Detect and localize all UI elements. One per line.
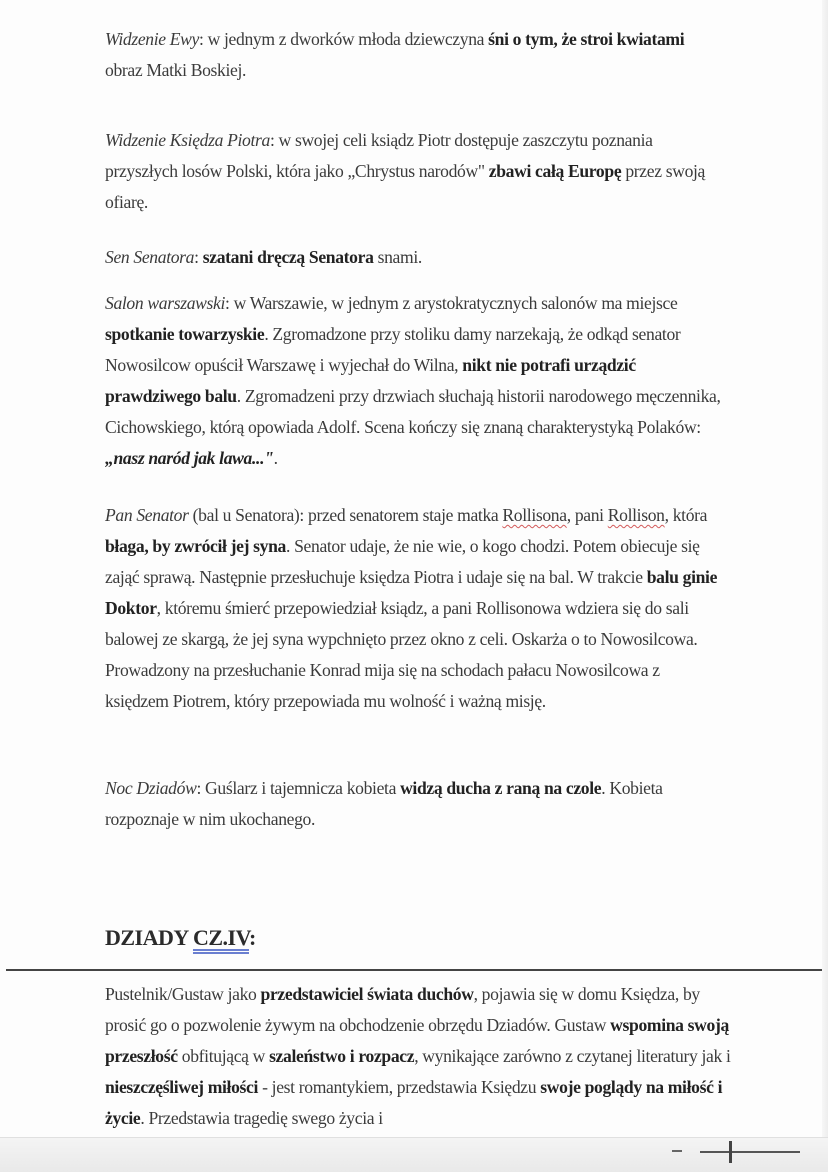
heading-underlined-text: CZ.IV — [192, 925, 249, 950]
bold-text: szatani dręczą Senatora — [202, 247, 374, 267]
spellcheck-underlined-word: Rollison — [607, 505, 665, 525]
section-title: Noc Dziadów — [105, 778, 197, 798]
section-title: Pan Senator — [105, 505, 189, 525]
spellcheck-underlined-word: Rollisona — [502, 505, 567, 525]
text: , pani — [566, 505, 608, 525]
text: , wynikające zarówno z czytanej literatury jak i — [414, 1046, 731, 1066]
bold-text: szaleństwo i rozpacz — [269, 1046, 415, 1066]
section-title: Widzenie Księdza Piotra — [105, 130, 270, 150]
text: , pojawia się w domu Księdza, by prosić go o pozwolenie żywym na obchodzenie obrzędu Dziadów. Gustaw — [105, 984, 700, 1035]
bold-text: nieszczęśliwej miłości — [105, 1077, 259, 1097]
text: obfitującą w — [177, 1046, 270, 1066]
text: : w Warszawie, w jednym z arystokratycznych salonów ma miejsce — [225, 293, 678, 313]
text: : w jednym z dworków młoda dziewczyna — [199, 29, 489, 49]
text: . Przedstawia tragedię swego życia i — [140, 1108, 383, 1128]
bold-italic-quote: „nasz naród jak lawa..." — [105, 448, 274, 468]
text: . — [273, 448, 278, 468]
text: (bal u Senatora): przed senatorem staje matka — [188, 505, 503, 525]
text: . Zgromadzone przy stoliku damy narzekają, że odkąd senator Nowosilcow opuścił Warszawę i wyjechał do Wilna, — [105, 324, 681, 375]
paragraph-widzenie-ewy — [105, 24, 684, 86]
bold-text: balu ginie Doktor — [105, 567, 718, 618]
paragraph-noc-dziadow — [105, 773, 725, 835]
bold-text: widzą ducha z raną na czole — [400, 778, 602, 798]
bold-text: zbawi całą Europę — [488, 161, 622, 181]
bold-text: przedstawiciel świata duchów — [260, 984, 474, 1004]
heading-text: DZIADY — [105, 925, 193, 950]
bold-text: nikt nie potrafi urządzić prawdziwego balu — [105, 355, 636, 406]
scan-edge-shadow — [822, 0, 828, 1171]
text: snami. — [373, 247, 422, 267]
text: . Senator udaje, że nie wie, o kogo chodzi. Potem obiecuje się zająć sprawą. Następnie przesłuchuje księdza Piotra i udaje się na bal. W trakcie — [105, 536, 700, 587]
bold-text: spotkanie towarzyskie — [105, 324, 265, 344]
bold-text: swoje poglądy na miłość i życie — [105, 1077, 723, 1128]
text: : w swojej celi ksiądz Piotr dostępuje zaszczytu poznania przyszłych losów Polski, która jako „Chrystus narodów" — [105, 130, 653, 181]
zoom-slider-track[interactable] — [700, 1151, 800, 1153]
paragraph-salon-warszawski — [105, 288, 725, 474]
bold-text: błaga, by zwrócił jej syna — [105, 536, 286, 556]
section-title: Salon warszawski — [105, 293, 226, 313]
section-title: Sen Senatora — [105, 247, 195, 267]
bold-text: śni o tym, że stroi kwiatami — [488, 29, 685, 49]
text: , która — [664, 505, 708, 525]
section-heading-dziady-cz-iv — [105, 925, 256, 951]
bold-text: wspomina swoją przeszłość — [105, 1015, 729, 1066]
viewer-bottom-bar — [0, 1137, 828, 1172]
text: , któremu śmierć przepowiedział ksiądz, a pani Rollisonowa wdziera się do sali balowej ze skargą, że jej syna wypchnięto przez okno z celi. Oskarża o to Nowosilcowa. Prowadzony na przesłuchanie Konrad mija się na schodach pałacu Nowosilcowa z księdzem Piotrem, który przepowiada mu wolność i ważną misję. — [105, 598, 698, 711]
text: . Kobieta rozpoznaje w nim ukochanego. — [105, 778, 663, 829]
zoom-slider-thumb[interactable] — [729, 1141, 732, 1163]
paragraph-sen-senatora — [105, 242, 422, 273]
paragraph-widzenie-ksiedza-piotra — [105, 125, 725, 218]
text: . Zgromadzeni przy drzwiach słuchają historii narodowego męczennika, Cichowskiego, którą opowiada Adolf. Scena kończy się znaną charakterystyką Polaków: — [105, 386, 721, 437]
text: obraz Matki Boskiej. — [105, 60, 247, 80]
text: : Guślarz i tajemnicza kobieta — [196, 778, 401, 798]
text: przez swoją ofiarę. — [105, 161, 706, 212]
text: Pustelnik/Gustaw jako — [105, 984, 261, 1004]
section-title: Widzenie Ewy — [105, 29, 200, 49]
paragraph-pan-senator — [105, 500, 725, 717]
minus-icon[interactable] — [672, 1150, 682, 1152]
text: - jest romantykiem, przedstawia Księdzu — [258, 1077, 541, 1097]
horizontal-divider — [6, 969, 822, 971]
heading-text: : — [248, 925, 256, 950]
paragraph-dziady-cz-iv — [105, 979, 735, 1134]
text: : — [194, 247, 203, 267]
